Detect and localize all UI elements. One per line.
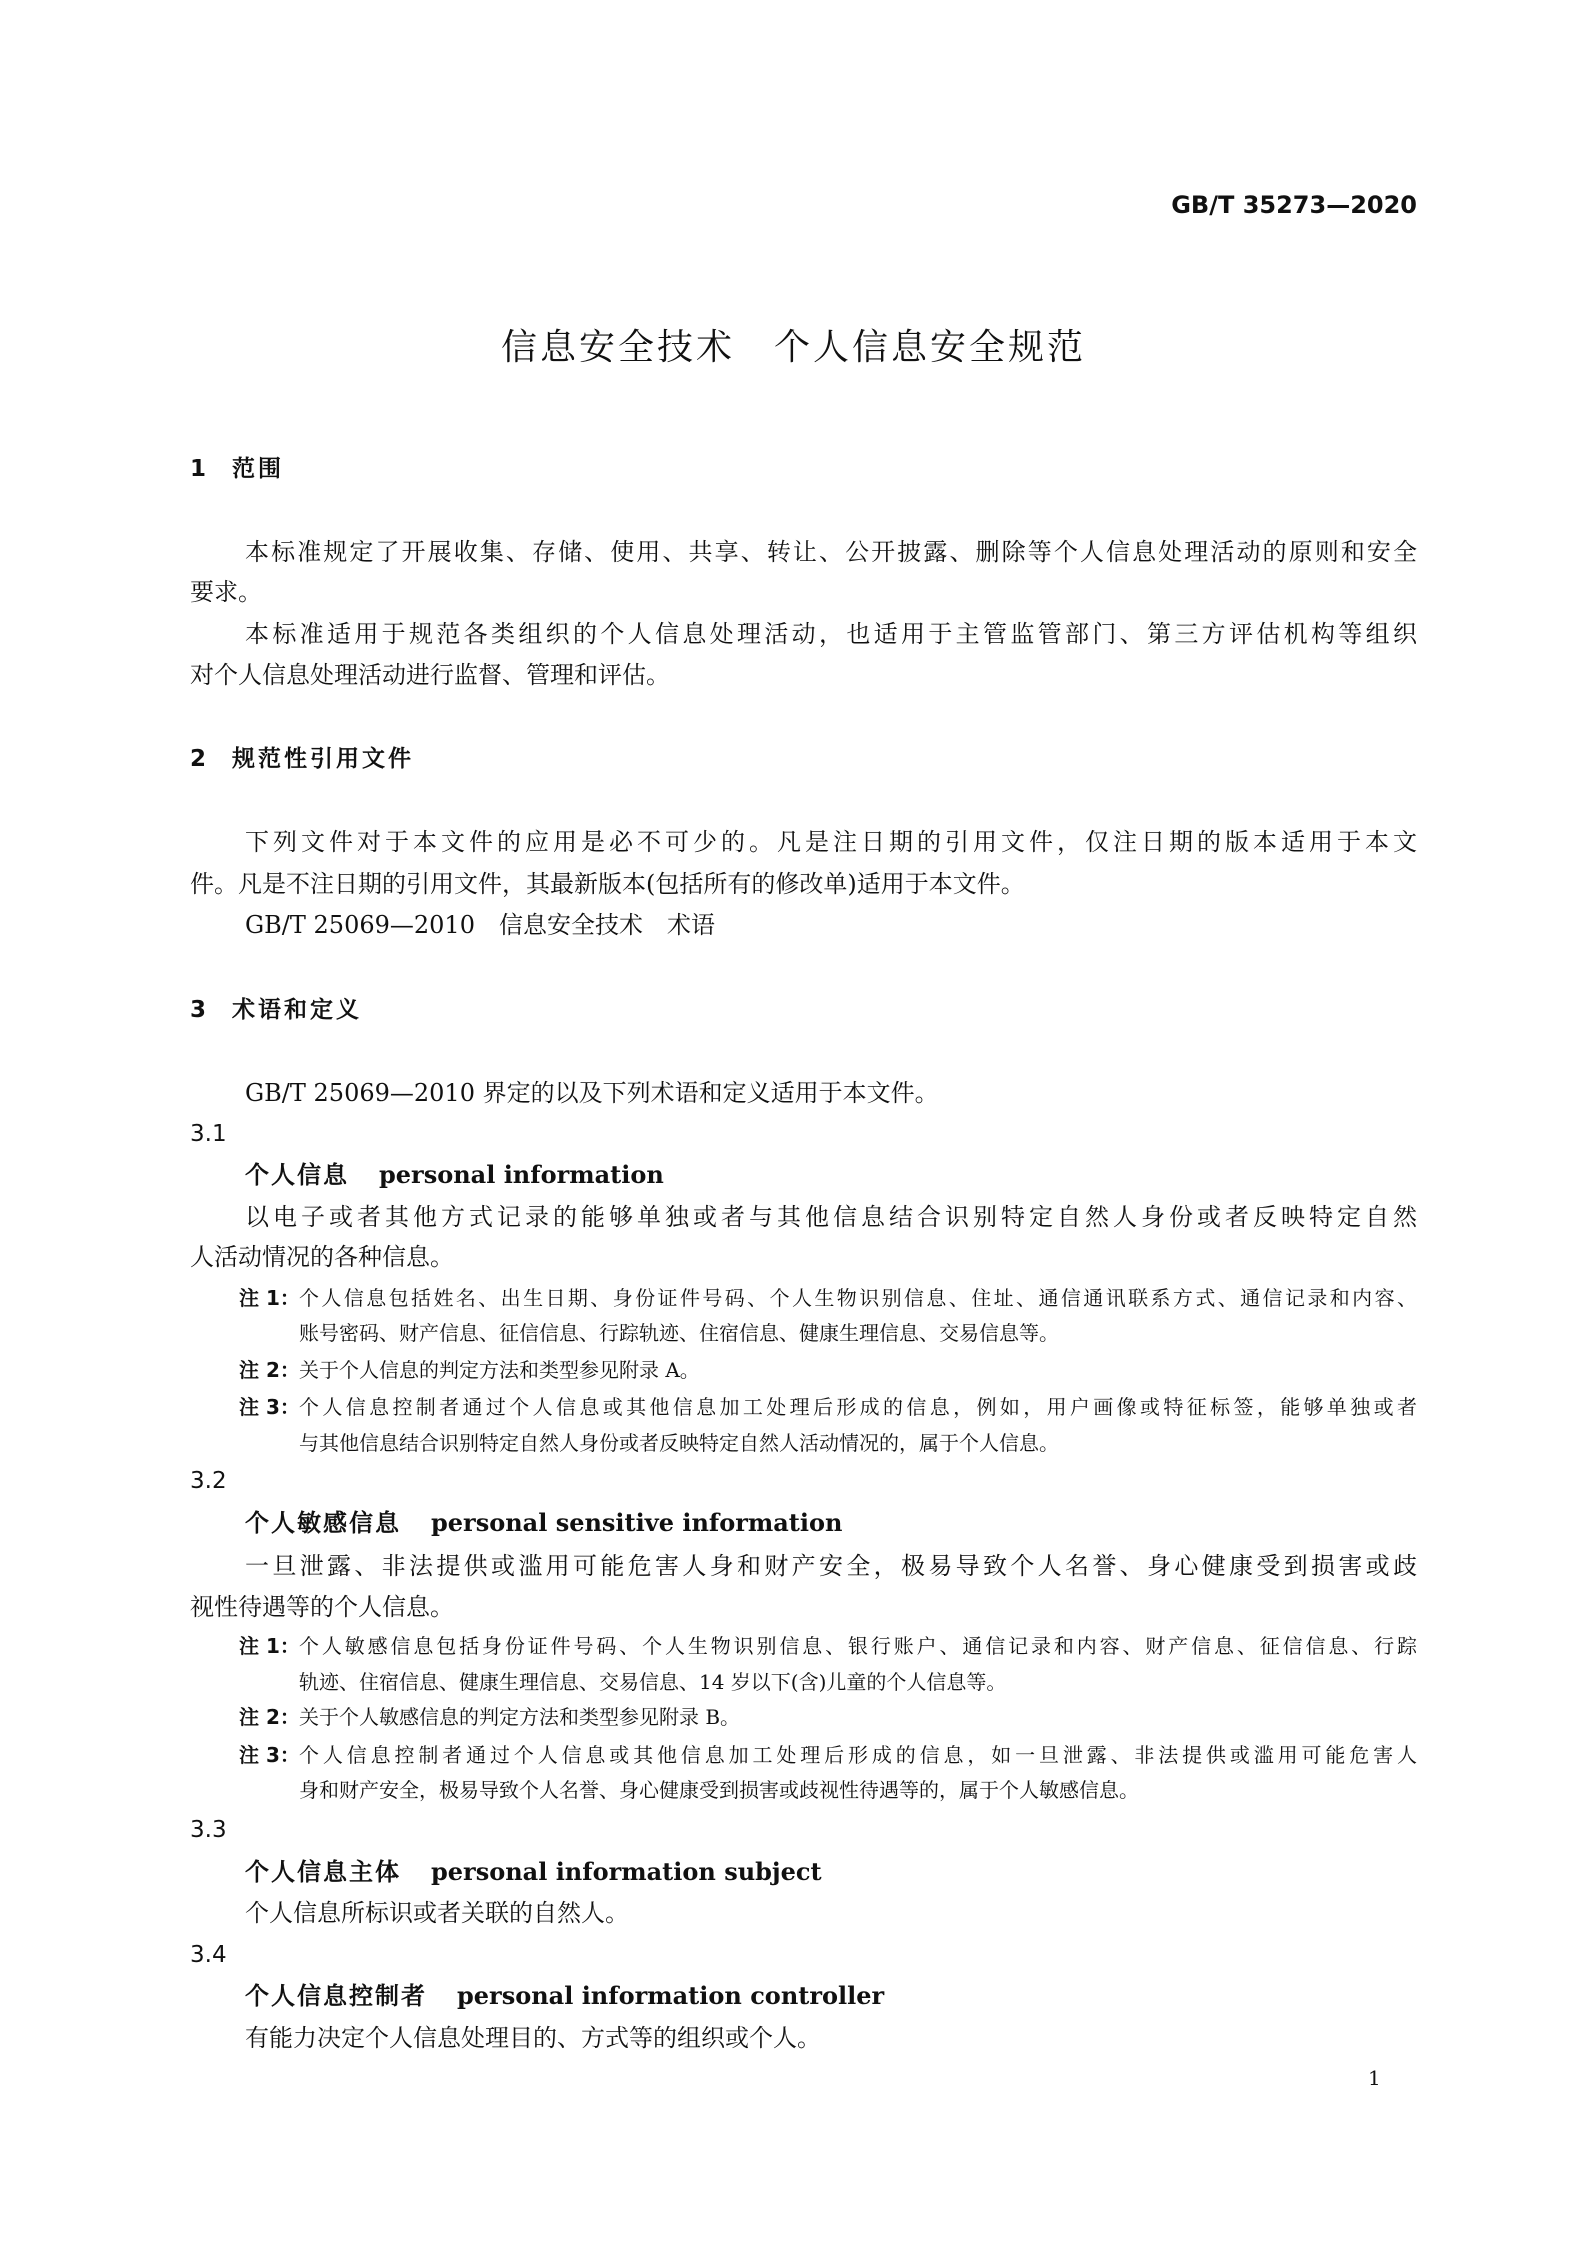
section-heading	[190, 995, 362, 1025]
page-title: 信息安全技术 个人信息安全规范	[500, 327, 1086, 368]
definition-line: 人活动情况的各种信息。	[190, 1243, 454, 1271]
definition-line: 视性待遇等的个人信息。	[190, 1593, 454, 1621]
document-number: GB/T 35273—2020	[1171, 191, 1417, 219]
term-zh: 个人信息主体	[245, 1858, 401, 1886]
term-number: 3.3	[190, 1817, 227, 1843]
paragraph-line: 本标准适用于规范各类组织的个人信息处理活动，也适用于主管监管部门、第三方评估机构等组织	[245, 620, 1417, 648]
term-number: 3.2	[190, 1468, 227, 1494]
note-label: 注 2：	[239, 1358, 300, 1382]
definition-line: 有能力决定个人信息处理目的、方式等的组织或个人。	[245, 2024, 821, 2052]
term-heading	[245, 1857, 822, 1887]
page-number: 1	[1368, 2066, 1381, 2090]
paragraph-line: 件。凡是不注日期的引用文件，其最新版本(包括所有的修改单)适用于本文件。	[190, 870, 1025, 898]
paragraph-line: 下列文件对于本文件的应用是必不可少的。凡是注日期的引用文件，仅注日期的版本适用于本文	[245, 828, 1417, 856]
note-line: 个人信息控制者通过个人信息或其他信息加工处理后形成的信息，如一旦泄露、非法提供或滥用可能危害人	[299, 1743, 1417, 1767]
term-heading	[245, 1508, 842, 1538]
term-heading	[245, 1160, 664, 1190]
term-heading	[245, 1981, 884, 2011]
section-heading	[190, 454, 284, 484]
term-en: personal information controller	[457, 1981, 885, 2010]
term-zh: 个人信息	[245, 1161, 349, 1189]
definition-line: 以电子或者其他方式记录的能够单独或者与其他信息结合识别特定自然人身份或者反映特定自然	[245, 1203, 1417, 1231]
note-line: 个人信息包括姓名、出生日期、身份证件号码、个人生物识别信息、住址、通信通讯联系方式、通信记录和内容、	[299, 1286, 1417, 1310]
note-label: 注 1：	[239, 1286, 300, 1310]
paragraph-line: GB/T 25069—2010 界定的以及下列术语和定义适用于本文件。	[245, 1079, 939, 1107]
term-zh: 个人信息控制者	[245, 1982, 427, 2010]
note-line: 个人信息控制者通过个人信息或其他信息加工处理后形成的信息，例如，用户画像或特征标签，能够单独或者	[299, 1395, 1417, 1419]
term-en: personal sensitive information	[431, 1508, 843, 1537]
note-line: 账号密码、财产信息、征信信息、行踪轨迹、住宿信息、健康生理信息、交易信息等。	[299, 1321, 1059, 1345]
term-number: 3.1	[190, 1121, 227, 1147]
section-title: 范围	[232, 456, 284, 482]
definition-line: 一旦泄露、非法提供或滥用可能危害人身和财产安全，极易导致个人名誉、身心健康受到损害或歧	[245, 1552, 1417, 1580]
section-heading	[190, 744, 414, 774]
term-zh: 个人敏感信息	[245, 1509, 401, 1537]
note-line: 与其他信息结合识别特定自然人身份或者反映特定自然人活动情况的，属于个人信息。	[299, 1431, 1059, 1455]
section-title: 规范性引用文件	[232, 746, 414, 772]
paragraph-line: 要求。	[190, 578, 262, 606]
term-en: personal information	[379, 1160, 664, 1189]
section-number: 3	[190, 997, 207, 1023]
note-line: 关于个人信息的判定方法和类型参见附录 A。	[299, 1358, 700, 1382]
paragraph-line: 对个人信息处理活动进行监督、管理和评估。	[190, 661, 670, 689]
note-line: 个人敏感信息包括身份证件号码、个人生物识别信息、银行账户、通信记录和内容、财产信息、征信信息、行踪	[299, 1634, 1417, 1658]
note-label: 注 3：	[239, 1743, 300, 1767]
paragraph-line: 本标准规定了开展收集、存储、使用、共享、转让、公开披露、删除等个人信息处理活动的原则和安全	[245, 538, 1417, 566]
note-label: 注 1：	[239, 1634, 300, 1658]
term-en: personal information subject	[431, 1857, 822, 1886]
note-line: 身和财产安全，极易导致个人名誉、身心健康受到损害或歧视性待遇等的，属于个人敏感信息。	[299, 1778, 1139, 1802]
normative-reference: GB/T 25069—2010 信息安全技术 术语	[245, 911, 715, 939]
note-line: 关于个人敏感信息的判定方法和类型参见附录 B。	[299, 1705, 741, 1729]
note-label: 注 3：	[239, 1395, 300, 1419]
term-number: 3.4	[190, 1942, 227, 1968]
section-number: 2	[190, 746, 207, 772]
section-title: 术语和定义	[232, 997, 362, 1023]
definition-line: 个人信息所标识或者关联的自然人。	[245, 1899, 629, 1927]
note-line: 轨迹、住宿信息、健康生理信息、交易信息、14 岁以下(含)儿童的个人信息等。	[299, 1670, 1007, 1694]
note-label: 注 2：	[239, 1705, 300, 1729]
section-number: 1	[190, 456, 207, 482]
